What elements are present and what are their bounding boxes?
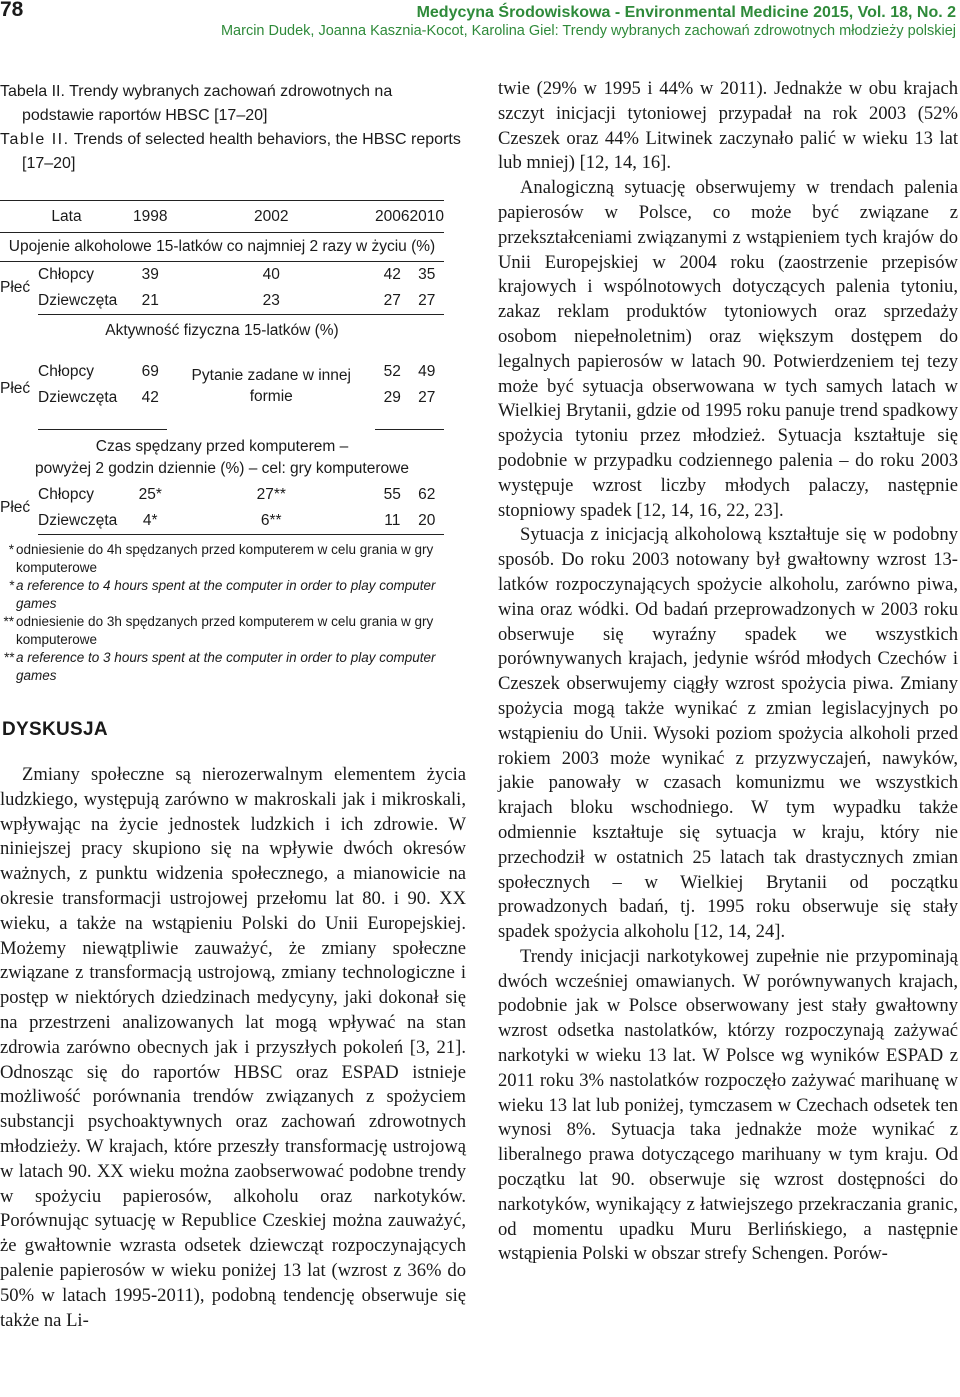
table-caption-pl: Tabela II. Trendy wybranych zachowań zdrowotnych na podstawie raportów HBSC [17–20] [0, 83, 393, 124]
sex-label: Płeć [0, 499, 31, 517]
page-header [0, 0, 960, 50]
table-cell: 25* [138, 486, 162, 503]
sex-label: Płeć [0, 279, 31, 297]
question-note: Pytanie zadane w innej formie [191, 367, 351, 406]
group-label: Dziewczęta [38, 508, 133, 535]
table-header-row [0, 201, 444, 233]
table-cell: 39 [141, 266, 159, 283]
table-cell: 52 [383, 363, 401, 380]
footnote: * a reference to 4 hours spent at the computer in order to play computer games [8, 578, 436, 611]
table-row [0, 288, 444, 315]
table-footnotes [0, 541, 466, 685]
journal-title: Medycyna Środowiskowa - Environmental Medicine 2015, Vol. 18, No. 2 [416, 4, 956, 21]
col-header-years: Lata [0, 201, 133, 233]
section-title-row [0, 430, 444, 483]
table-cell: 20 [410, 508, 444, 535]
section-title-computer: Czas spędzany przed komputerem – powyżej 2 godzin dziennie (%) – cel: gry komputerowe [35, 438, 409, 477]
table-cell: 21 [133, 288, 167, 315]
year-2010: 2010 [410, 201, 444, 233]
table-cell: 27 [375, 288, 409, 315]
table-cell: 49 [418, 363, 436, 380]
year-2002: 2002 [167, 201, 375, 233]
table-cell: 27 [410, 383, 444, 430]
table-cell: 11 [375, 508, 409, 535]
table-cell: 29 [375, 383, 409, 430]
table-cell: 69 [141, 363, 159, 380]
table-row [0, 508, 444, 535]
table-caption-en: Table II. Trends of selected health behaviors, the HBSC reports [17–20] [0, 131, 461, 172]
body-paragraph: Analogiczną sytuację obserwujemy w trendach palenia papierosów w Polsce, co może być związane z przekształceniami związanymi z wstąpieniem tych krajów do Unii Europejskiej w 2004 roku (zaostrzenie przepisów krajowych i wspólnotowych dotyczących palenia tytoniu, zakaz reklam produktów tytoniowych oraz sprzedaży osobom niepełnoletnim) oraz większym dostępem do legalnych papierosów w latach 90. Potwierdzeniem tej tezy może być sytuacja obserwowana w tych samych latach w Wielkiej Brytanii, gdzie od 1995 roku panuje trend spadkowy spożycia tytoniu przez młodzież. Sytuacja kształtuje się podobnie w przypadku codziennego palenia – do roku 2003 występuje wzrost liczby młodych palaczy, następnie stopniowy spadek [12, 14, 16, 22, 23]. [498, 177, 958, 521]
table-row [0, 345, 444, 383]
group-label: Dziewczęta [38, 383, 133, 430]
group-label: Chłopcy [38, 486, 94, 503]
table-cell: 62 [418, 486, 436, 503]
table-cell: 42 [383, 266, 401, 283]
section-title-row [0, 233, 444, 262]
footnote: ** a reference to 3 hours spent at the computer in order to play computer games [3, 650, 436, 683]
group-label: Chłopcy [38, 266, 94, 283]
table-cell: 6** [167, 508, 375, 535]
table-row [0, 482, 444, 508]
group-label: Chłopcy [38, 363, 94, 380]
body-paragraph: twie (29% w 1995 i 44% w 2011). Jednakże w obu krajach szczyt inicjacji tytoniowej przypadał na rok 2003 (52% Czeszek oraz 44% Litwinek zaczynało palić w wieku 13 lat lub mniej) [12, 14, 16]. [498, 78, 958, 174]
group-label: Dziewczęta [38, 288, 133, 315]
section-title-activity: Aktywność fizyczna 15-latków (%) [105, 322, 339, 339]
sex-label: Płeć [0, 380, 31, 398]
footnote: ** odniesienie do 3h spędzanych przed komputerem w celu grania w gry komputerowe [3, 614, 434, 647]
year-2006: 2006 [375, 201, 409, 233]
body-paragraph: Zmiany społeczne są nierozerwalnym elementem życia ludzkiego, występują zarówno w makroskali jak i mikroskali, wpływając na życie jednostek ludzkich i ich zdrowie. W niniejszej pracy skupiono się na wpływie dwóch okresów ważnych, z punktu widzenia społecznego, a mianowicie na okresie transformacji ustrojowej przełomu lat 80. i 90. XX wieku, a także na wstąpieniu Polski do Unii Europejskiej. Możemy niewątpliwie zauważyć, że zmiany społeczne związane z transformacją ustrojową, zmiany technologiczne i postęp w niektórych dziedzinach medycyny, jaki dokonał się na przestrzeni analizowanych lat mogą wpływać na stan zdrowia zarówno obecnych jak i przyszłych pokoleń [3, 21]. Odnosząc się do raportów HBSC oraz ESPAD istnieje możliwość porównania trendów związanych z spożyciem substancji psychoaktywnych oraz zachowań zdrowotnych młodzieży. W krajach, które przeszły transformację ustrojową w latach 90. XX wieku można zaobserwować podobne trendy w spożyciu papierosów, alkoholu oraz narkotyków. Porównując sytuację w Republice Czeskiej można zauważyć, że gwałtownie wzrasta odsetek dziewcząt rozpoczynających palenie papierosów w wieku poniżej 13 lat (wzrost z 36% do 50% w latach 1995-2011), podobną tendencję obserwuje się także na Li- [0, 764, 466, 1331]
section-title-row [0, 315, 444, 346]
right-column [498, 77, 958, 1267]
section-title-alcohol: Upojenie alkoholowe 15-latków co najmniej 2 razy w życiu (%) [0, 233, 444, 262]
table-row [0, 262, 444, 289]
table-cell: 27** [256, 486, 286, 503]
footnote: * odniesienie do 4h spędzanych przed komputerem w celu grania w gry komputerowe [8, 542, 434, 575]
table-cell: 55 [383, 486, 401, 503]
section-heading: DYSKUSJA [2, 719, 108, 740]
running-title: Marcin Dudek, Joanna Kasznia-Kocot, Karolina Giel: Trendy wybranych zachowań zdrowotnych młodzieży polskiej [220, 23, 956, 39]
page-number: 78 [0, 0, 24, 21]
table-cell: 27 [410, 288, 444, 315]
left-column [0, 80, 466, 1333]
trends-table [0, 200, 444, 535]
table-cell: 42 [133, 383, 167, 430]
table-cell: 23 [167, 288, 375, 315]
year-1998: 1998 [133, 201, 167, 233]
table-cell: 4* [133, 508, 167, 535]
body-paragraph: Trendy inicjacji narkotykowej zupełnie nie przypominają dwóch wcześniej omawianych. W porównywanych krajach, podobnie jak w Polsce obserwowany jest stały gwałtowny wzrost odsetka nastolatków, którzy rozpoczynają zażywać narkotyki w wieku 13 lat. W Polsce wg wyników ESPAD z 2011 roku 3% nastolatków rozpoczęło zażywać marihuanę w wieku 13 lat lub poniżej, tymczasem w Czechach odsetek ten wynosi 8%. Sytuacja taka jednakże może wynikać z liberalnego prawa dotyczącego marihuany w tym kraju. Od początku lat 90. obserwuje się wzrost dostępności do narkotyków, wynikający z łatwiejszego przekraczania granic, od momentu upadku Muru Berlińskiego, a następnie wstąpienia Polski w obszar strefy Schengen. Porów- [498, 945, 958, 1265]
table-cell: 35 [418, 266, 436, 283]
body-paragraph: Sytuacja z inicjacją alkoholową kształtuje się w podobny sposób. Do roku 2003 notowany był gwałtowny wzrost 13-latków rozpoczynających spożycie alkoholu, zarówno piwa, wina oraz wódki. Od badań przeprowadzonych w 2003 roku obserwuje się wyraźny spadek we wszystkich porównywanych krajach, jedynie wśród młodych Czechów i Czeszek obserwujemy ciągły wzrost spożycia piwa. Zmiany spożycia mogą także wynikać z zmian legislacyjnych po wstąpieniu do Unii. Wysoki poziom spożycia alkoholi przed rokiem 2003 może wynikać z przyzwyczajeń, nawyków, jakie panowały w czasach komunizmu we wszystkich krajach bloku wschodniego. W tym wypadku także odmiennie kształtuje się sytuacja w kraju, który nie przechodził w ostatnich 25 latach tak drastycznych zmian społecznych – w Wielkiej Brytanii od początku prowadzonych badań, tj. 1995 roku obserwuje się stały spadek spożycia alkoholu [12, 14, 24]. [498, 524, 958, 943]
table-caption [0, 80, 466, 176]
table-cell: 40 [262, 266, 280, 283]
